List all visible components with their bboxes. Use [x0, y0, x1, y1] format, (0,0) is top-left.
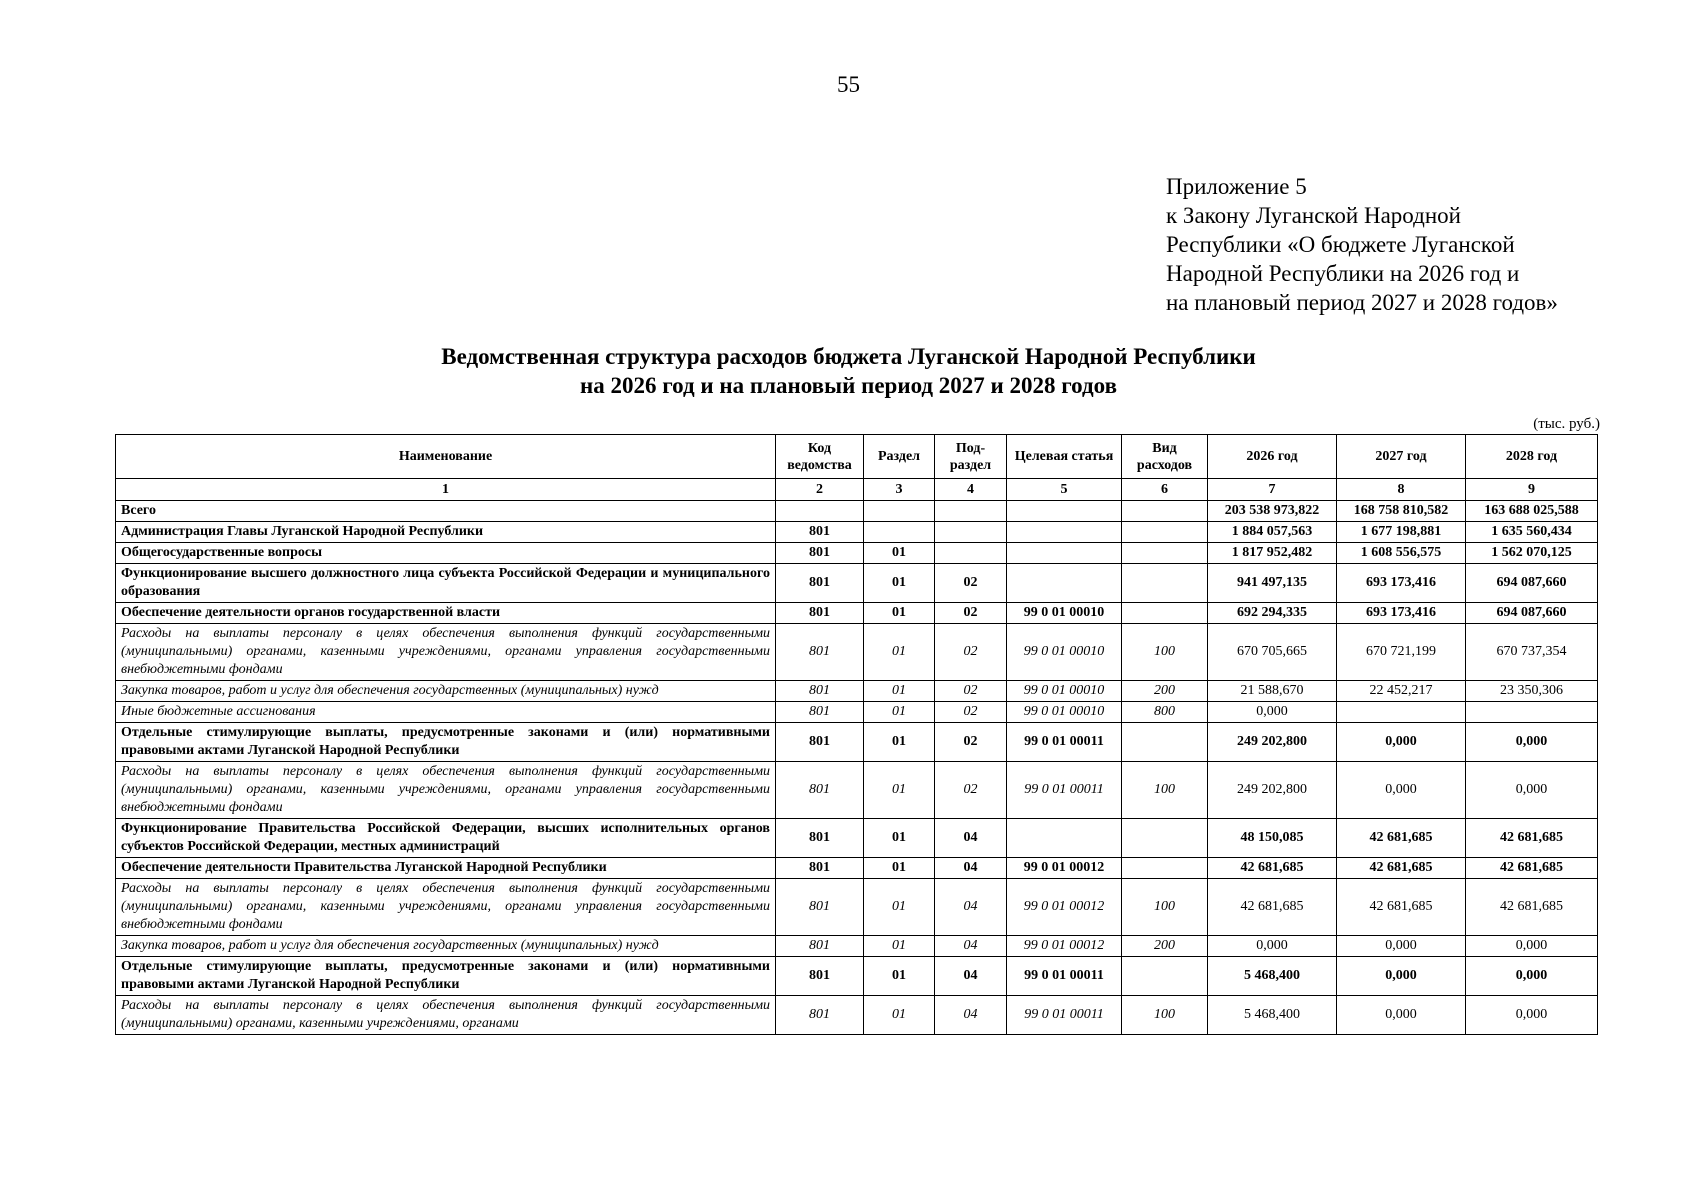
appendix-line: Приложение 5: [1166, 174, 1307, 199]
row-expense-type: 800: [1122, 702, 1208, 723]
row-subsection: 04: [935, 996, 1007, 1035]
row-name: Расходы на выплаты персоналу в целях обеспечения выполнения функций государственными (муниципальными) органами, казенными учреждениями, органами управления государственными внебюджетными фондами: [116, 879, 776, 936]
header-year-2027: 2027 год: [1337, 435, 1466, 479]
row-department-code: 801: [776, 819, 864, 858]
row-subsection: 04: [935, 936, 1007, 957]
table-body: [116, 501, 1598, 1035]
row-name: Расходы на выплаты персоналу в целях обеспечения выполнения функций государственными (муниципальными) органами, казенными учреждениями, органами управления государственными внебюджетными фондами: [116, 624, 776, 681]
row-department-code: 801: [776, 603, 864, 624]
row-amount-2026: 1 817 952,482: [1208, 543, 1337, 564]
row-amount-2027: 693 173,416: [1337, 564, 1466, 603]
row-expense-type: 200: [1122, 681, 1208, 702]
page-number: 55: [837, 72, 860, 97]
row-amount-2026: 48 150,085: [1208, 819, 1337, 858]
row-name: Общегосударственные вопросы: [116, 543, 776, 564]
table-row: [116, 543, 1598, 564]
appendix-line: Республики «О бюджете Луганской: [1166, 232, 1515, 257]
row-expense-type: [1122, 603, 1208, 624]
row-department-code: 801: [776, 879, 864, 936]
row-department-code: 801: [776, 543, 864, 564]
table-header-row: [116, 435, 1598, 479]
row-amount-2027: 42 681,685: [1337, 879, 1466, 936]
column-number: 3: [864, 479, 935, 501]
row-target-article: [1007, 819, 1122, 858]
row-amount-2028: 42 681,685: [1466, 879, 1598, 936]
row-amount-2028: 1 562 070,125: [1466, 543, 1598, 564]
row-amount-2027: 42 681,685: [1337, 819, 1466, 858]
row-department-code: 801: [776, 858, 864, 879]
row-amount-2027: 1 677 198,881: [1337, 522, 1466, 543]
row-name: Обеспечение деятельности органов государственной власти: [116, 603, 776, 624]
row-target-article: 99 0 01 00012: [1007, 858, 1122, 879]
row-expense-type: 100: [1122, 762, 1208, 819]
row-subsection: 02: [935, 681, 1007, 702]
row-department-code: 801: [776, 936, 864, 957]
row-expense-type: [1122, 819, 1208, 858]
row-section: 01: [864, 702, 935, 723]
row-department-code: 801: [776, 996, 864, 1035]
row-name: Обеспечение деятельности Правительства Луганской Народной Республики: [116, 858, 776, 879]
row-amount-2027: 22 452,217: [1337, 681, 1466, 702]
table-row: [116, 702, 1598, 723]
row-target-article: 99 0 01 00010: [1007, 603, 1122, 624]
row-name: Всего: [116, 501, 776, 522]
row-target-article: 99 0 01 00010: [1007, 681, 1122, 702]
row-subsection: 02: [935, 624, 1007, 681]
row-department-code: 801: [776, 762, 864, 819]
row-amount-2028: 0,000: [1466, 957, 1598, 996]
row-section: 01: [864, 681, 935, 702]
row-amount-2027: [1337, 702, 1466, 723]
row-amount-2028: 694 087,660: [1466, 564, 1598, 603]
row-amount-2028: 42 681,685: [1466, 819, 1598, 858]
row-department-code: 801: [776, 957, 864, 996]
row-subsection: 04: [935, 879, 1007, 936]
column-number: 8: [1337, 479, 1466, 501]
row-amount-2027: 0,000: [1337, 723, 1466, 762]
row-expense-type: [1122, 564, 1208, 603]
row-section: 01: [864, 879, 935, 936]
table-row: [116, 522, 1598, 543]
row-target-article: 99 0 01 00011: [1007, 762, 1122, 819]
row-target-article: 99 0 01 00012: [1007, 879, 1122, 936]
row-section: 01: [864, 603, 935, 624]
row-amount-2028: 670 737,354: [1466, 624, 1598, 681]
row-name: Расходы на выплаты персоналу в целях обеспечения выполнения функций государственными (муниципальными) органами, казенными учреждениями, органами управления государственными внебюджетными фондами: [116, 762, 776, 819]
row-subsection: 04: [935, 957, 1007, 996]
row-name: Функционирование Правительства Российской Федерации, высших исполнительных органов субъектов Российской Федерации, местных администраций: [116, 819, 776, 858]
row-amount-2027: 0,000: [1337, 936, 1466, 957]
row-subsection: 04: [935, 819, 1007, 858]
column-number: 7: [1208, 479, 1337, 501]
header-section: Раздел: [864, 435, 935, 479]
header-expense-type: Вид расходов: [1122, 435, 1208, 479]
table-row: [116, 819, 1598, 858]
row-amount-2026: 941 497,135: [1208, 564, 1337, 603]
row-subsection: 02: [935, 564, 1007, 603]
table-row: [116, 879, 1598, 936]
row-target-article: 99 0 01 00011: [1007, 996, 1122, 1035]
row-department-code: 801: [776, 681, 864, 702]
row-target-article: [1007, 543, 1122, 564]
row-target-article: [1007, 501, 1122, 522]
column-number: 1: [116, 479, 776, 501]
header-name: Наименование: [116, 435, 776, 479]
budget-table: [115, 434, 1598, 1035]
row-amount-2026: 249 202,800: [1208, 762, 1337, 819]
header-target-article: Целевая статья: [1007, 435, 1122, 479]
row-amount-2028: 0,000: [1466, 723, 1598, 762]
row-subsection: 02: [935, 603, 1007, 624]
row-section: 01: [864, 957, 935, 996]
row-amount-2028: 0,000: [1466, 996, 1598, 1035]
row-name: Функционирование высшего должностного лица субъекта Российской Федерации и муниципального образования: [116, 564, 776, 603]
row-section: 01: [864, 936, 935, 957]
column-number: 4: [935, 479, 1007, 501]
column-number: 9: [1466, 479, 1598, 501]
row-expense-type: [1122, 543, 1208, 564]
row-department-code: 801: [776, 702, 864, 723]
row-expense-type: 200: [1122, 936, 1208, 957]
appendix-line: Народной Республики на 2026 год и: [1166, 261, 1520, 286]
row-name: Отдельные стимулирующие выплаты, предусмотренные законами и (или) нормативными правовыми актами Луганской Народной Республики: [116, 723, 776, 762]
title-line-1: Ведомственная структура расходов бюджета Луганской Народной Республики: [441, 344, 1256, 369]
row-name: Расходы на выплаты персоналу в целях обеспечения выполнения функций государственными (муниципальными) органами, казенными учреждениями, органами: [116, 996, 776, 1035]
appendix-note: [1166, 172, 1558, 317]
row-department-code: 801: [776, 624, 864, 681]
table-row: [116, 996, 1598, 1035]
row-section: 01: [864, 762, 935, 819]
row-target-article: 99 0 01 00010: [1007, 624, 1122, 681]
row-amount-2026: 670 705,665: [1208, 624, 1337, 681]
row-department-code: 801: [776, 522, 864, 543]
row-section: 01: [864, 723, 935, 762]
row-subsection: [935, 522, 1007, 543]
table-row: [116, 624, 1598, 681]
table-row: [116, 603, 1598, 624]
row-department-code: 801: [776, 723, 864, 762]
document-title: [0, 342, 1697, 400]
row-expense-type: 100: [1122, 624, 1208, 681]
row-amount-2026: 0,000: [1208, 936, 1337, 957]
row-amount-2026: 42 681,685: [1208, 879, 1337, 936]
row-name: Иные бюджетные ассигнования: [116, 702, 776, 723]
row-amount-2027: 693 173,416: [1337, 603, 1466, 624]
row-target-article: [1007, 522, 1122, 543]
row-amount-2028: 0,000: [1466, 936, 1598, 957]
row-amount-2026: 42 681,685: [1208, 858, 1337, 879]
table-row: [116, 681, 1598, 702]
row-amount-2028: 163 688 025,588: [1466, 501, 1598, 522]
row-amount-2026: 5 468,400: [1208, 957, 1337, 996]
row-name: Закупка товаров, работ и услуг для обеспечения государственных (муниципальных) нужд: [116, 936, 776, 957]
row-amount-2026: 1 884 057,563: [1208, 522, 1337, 543]
row-section: [864, 522, 935, 543]
row-expense-type: [1122, 501, 1208, 522]
column-number: 5: [1007, 479, 1122, 501]
row-amount-2027: 0,000: [1337, 996, 1466, 1035]
column-number: 2: [776, 479, 864, 501]
row-amount-2028: 694 087,660: [1466, 603, 1598, 624]
table-row: [116, 762, 1598, 819]
row-amount-2027: 0,000: [1337, 762, 1466, 819]
row-expense-type: 100: [1122, 996, 1208, 1035]
row-expense-type: [1122, 858, 1208, 879]
row-section: 01: [864, 996, 935, 1035]
row-expense-type: [1122, 522, 1208, 543]
column-number: 6: [1122, 479, 1208, 501]
units-label: (тыс. руб.): [1533, 416, 1600, 432]
row-subsection: [935, 543, 1007, 564]
row-name: Закупка товаров, работ и услуг для обеспечения государственных (муниципальных) нужд: [116, 681, 776, 702]
row-amount-2026: 692 294,335: [1208, 603, 1337, 624]
row-amount-2026: 249 202,800: [1208, 723, 1337, 762]
row-amount-2027: 670 721,199: [1337, 624, 1466, 681]
row-expense-type: [1122, 957, 1208, 996]
row-subsection: 02: [935, 762, 1007, 819]
table-row: [116, 501, 1598, 522]
row-amount-2028: 0,000: [1466, 762, 1598, 819]
header-department-code: Код ведомства: [776, 435, 864, 479]
row-target-article: 99 0 01 00011: [1007, 723, 1122, 762]
row-amount-2028: 23 350,306: [1466, 681, 1598, 702]
row-amount-2027: 0,000: [1337, 957, 1466, 996]
row-section: [864, 501, 935, 522]
appendix-line: на плановый период 2027 и 2028 годов»: [1166, 290, 1558, 315]
row-department-code: 801: [776, 564, 864, 603]
row-section: 01: [864, 624, 935, 681]
table-row: [116, 936, 1598, 957]
table-row: [116, 723, 1598, 762]
header-subsection: Под-раздел: [935, 435, 1007, 479]
row-amount-2027: 42 681,685: [1337, 858, 1466, 879]
title-line-2: на 2026 год и на плановый период 2027 и 2028 годов: [580, 373, 1117, 398]
header-year-2028: 2028 год: [1466, 435, 1598, 479]
row-expense-type: [1122, 723, 1208, 762]
row-amount-2026: 5 468,400: [1208, 996, 1337, 1035]
row-section: 01: [864, 564, 935, 603]
table-column-number-row: [116, 479, 1598, 501]
row-name: Отдельные стимулирующие выплаты, предусмотренные законами и (или) нормативными правовыми актами Луганской Народной Республики: [116, 957, 776, 996]
row-amount-2026: 0,000: [1208, 702, 1337, 723]
row-amount-2026: 203 538 973,822: [1208, 501, 1337, 522]
header-year-2026: 2026 год: [1208, 435, 1337, 479]
appendix-line: к Закону Луганской Народной: [1166, 203, 1461, 228]
row-subsection: 02: [935, 723, 1007, 762]
table-row: [116, 957, 1598, 996]
row-subsection: [935, 501, 1007, 522]
table-row: [116, 564, 1598, 603]
row-target-article: 99 0 01 00012: [1007, 936, 1122, 957]
row-name: Администрация Главы Луганской Народной Республики: [116, 522, 776, 543]
row-target-article: 99 0 01 00010: [1007, 702, 1122, 723]
row-subsection: 02: [935, 702, 1007, 723]
row-expense-type: 100: [1122, 879, 1208, 936]
row-amount-2028: 42 681,685: [1466, 858, 1598, 879]
row-subsection: 04: [935, 858, 1007, 879]
row-section: 01: [864, 543, 935, 564]
row-department-code: [776, 501, 864, 522]
table-row: [116, 858, 1598, 879]
row-target-article: [1007, 564, 1122, 603]
row-amount-2028: 1 635 560,434: [1466, 522, 1598, 543]
row-amount-2026: 21 588,670: [1208, 681, 1337, 702]
row-amount-2027: 168 758 810,582: [1337, 501, 1466, 522]
row-amount-2028: [1466, 702, 1598, 723]
row-section: 01: [864, 858, 935, 879]
row-target-article: 99 0 01 00011: [1007, 957, 1122, 996]
row-section: 01: [864, 819, 935, 858]
row-amount-2027: 1 608 556,575: [1337, 543, 1466, 564]
